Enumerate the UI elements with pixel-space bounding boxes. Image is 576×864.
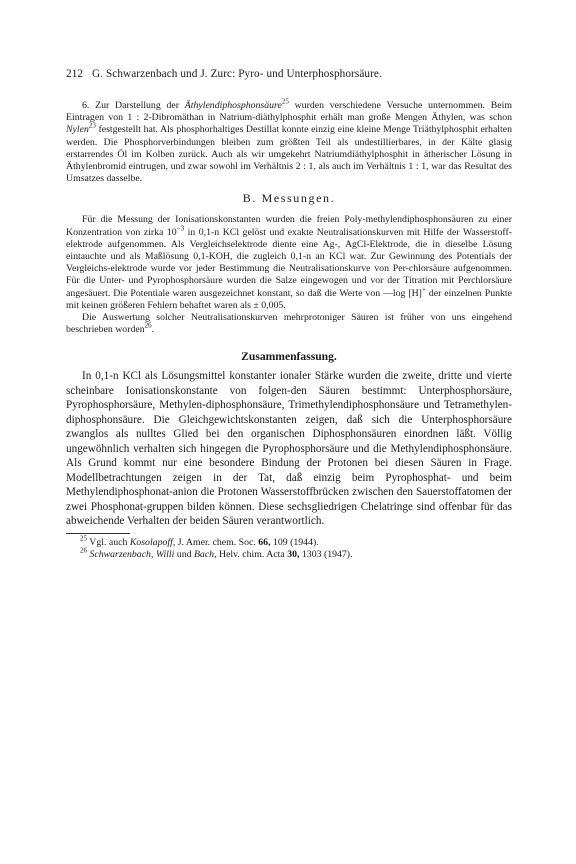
text-run: 1303 (1947). xyxy=(299,549,353,561)
footnote-ref: 23 xyxy=(88,122,96,131)
footnote-25 xyxy=(80,534,512,549)
author-name: Nylen xyxy=(66,124,89,136)
section-6-paragraph xyxy=(66,97,512,185)
page-number: 212 xyxy=(66,68,84,80)
text-run: wurden verschiedene Versuche unternommen. Beim Eintragen von 1 : 2-Dibromäthan in Natrium-diäthylphosphit erhält man große Mengen Äthylen, was schon xyxy=(66,100,512,124)
running-head xyxy=(66,68,512,80)
superscript: + xyxy=(421,285,426,294)
compound-name: Äthylendiphosphonsäure xyxy=(184,100,282,111)
text-run: Helv. chim. Acta xyxy=(216,549,288,561)
footnote-26 xyxy=(80,549,512,561)
messungen-paragraph-1 xyxy=(66,214,512,312)
volume-number: 66, xyxy=(258,536,271,548)
text-run: in 0,1-n KCl gelöst und exakte Neutralisationskurven mit Hilfe der Wasserstoff-elektrode aufgenommen. Als Vergleichselektrode diente eine Ag-, AgCl-Elektrode, die in dieselbe Lösung eintauchte und als Maßlösung 0,1-KOH, die zugleich 0,1-n an KCl war. Zur Gewinnung des Potentials der Vergleichs-elektrode wurde vor jeder Bestimmung die Neutralisationskurve von Per-chlorsäure aufgenommen. Für die Unter- und Pyrophosphorsäure wurden die Salze eingewogen und vor der Titration mit Perchlorsäure angesäuert. Die Potentiale waren ausgezeichnet konstant, so daß die Werte von —log [H] xyxy=(66,226,512,299)
footnote-ref: 26 xyxy=(144,321,152,330)
section-heading-zusammenfassung: Zusammenfassung. xyxy=(241,350,337,364)
section-6 xyxy=(66,97,512,185)
footnote-ref: 25 xyxy=(281,97,289,106)
page xyxy=(66,68,512,562)
messungen-paragraph-2 xyxy=(66,312,512,336)
summary-paragraph: In 0,1-n KCl als Lösungsmittel konstanter ionaler Stärke wurden die zweite, dritte und vierte scheinbare Ionisationskonstante von folgen-den Säuren bestimmt: Unterphosphorsäure, Pyrophosphorsäure, Methylen-diphosphonsäure, Trimethylendiphosphonsäure und Tetramethylen-diphosphonsäure. Die Gleichgewichtskonstanten zeigen, daß sich die Unterphosphorsäure zwanglos als nulltes Glied bei den organischen Diphosphonsäuren einordnen läßt. Völlig ungewöhnlich verhalten sich hingegen die Pyrophosphorsäure und die Methylendiphosphonsäure. Als Grund kommt nur eine besondere Bindung der Protonen bei diesen Säuren in Frage. Modellbetrachtungen zeigen in der Tat, daß einzig beim Pyrophosphat- und beim Methylendiphosphonat-anion die Protonen Wasserstoffbrücken zwischen den Sauerstoffatomen der zwei Phosphonat-gruppen bilden können. Diese sechsgliedrigen Chelatringe sind offenbar für das abweichende Verhalten der beiden Säuren verantwortlich. xyxy=(66,370,512,528)
text-run: Die Auswertung solcher Neutralisationskurven mehrprotoniger Säuren ist früher von uns eingehend beschrieben worden xyxy=(66,312,512,336)
text-run: und xyxy=(174,549,194,561)
text-run: festgestellt hat. Als phosphorhaltiges Destillat konnte einzig eine kleine Menge Triäthylphosphit erhalten werden. Die Phosphorverbindungen bleiben zum größten Teil als undestillierbares, in der Kälte glasig erstarrendes Öl im Kolben zurück. Auch als wir umgekehrt Natriumdiäthylphosphit in ätherischer Lösung in Äthylenbromid eintrugen, und zwar sowohl im Verhältnis 2 : 1, als auch im Verhältnis 1 : 1, war das Resultat des Umsatzes dasselbe. xyxy=(66,124,512,185)
text-run: der einzelnen Punkte mit keinen größeren Fehlern behaftet waren als ± 0,005. xyxy=(66,287,512,311)
running-title: G. Schwarzenbach und J. Zurc: Pyro- und Unterphosphorsäure. xyxy=(92,68,382,80)
text-run: . xyxy=(151,324,155,336)
author-name: Schwarzenbach, Willi xyxy=(89,549,175,561)
text-run: J. Amer. chem. Soc. xyxy=(175,536,259,548)
exponent: −3 xyxy=(176,224,185,233)
text-run: 6. Zur Darstellung der xyxy=(82,100,185,111)
footnote-number: 25 xyxy=(80,534,87,543)
section-b-body xyxy=(66,214,512,336)
text-run: Vgl. auch xyxy=(87,536,130,548)
text-run: Für die Messung der Ionisationskonstanten wurden die freien Poly-methylendiphosphonsäuren zu einer Konzentration von zirka 10 xyxy=(66,214,512,238)
footnote-divider xyxy=(66,533,130,534)
author-name: Bach, xyxy=(193,549,217,561)
volume-number: 30, xyxy=(287,549,300,561)
section-heading-messungen: B. Messungen. xyxy=(242,191,336,206)
footnote-number: 26 xyxy=(80,547,87,556)
footnotes xyxy=(66,534,512,562)
summary-body xyxy=(66,369,512,529)
author-name: Kosolapoff, xyxy=(129,536,176,548)
text-run: 109 (1944). xyxy=(270,536,319,548)
